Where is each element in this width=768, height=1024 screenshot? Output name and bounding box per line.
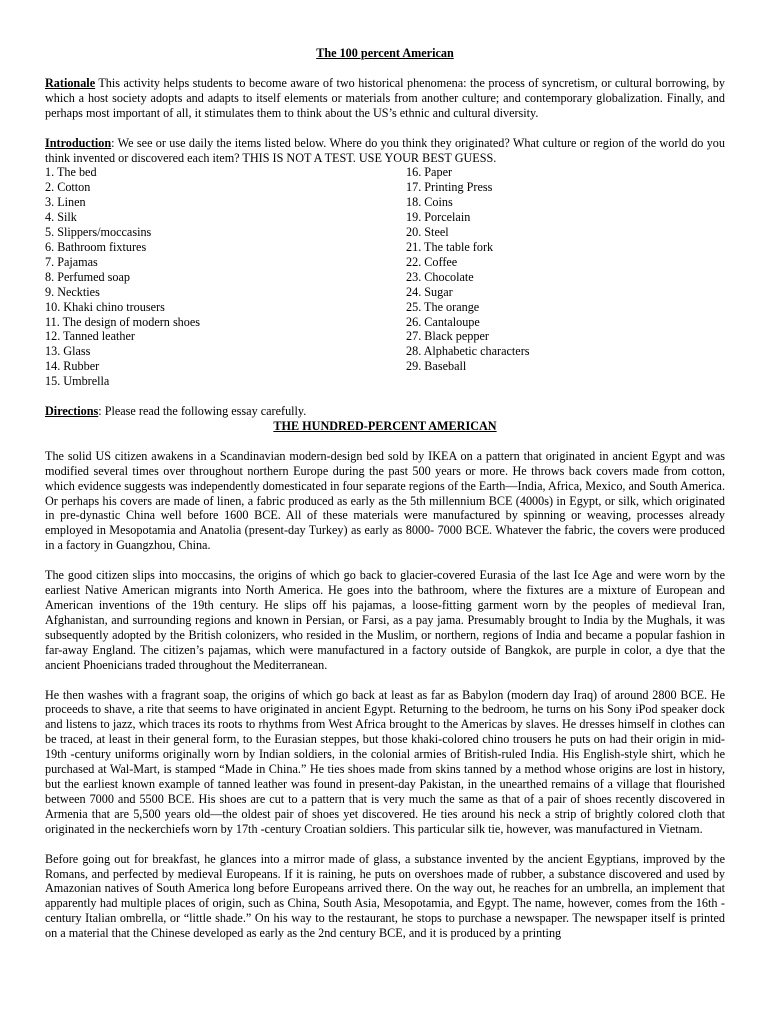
- rationale-label: Rationale: [45, 75, 96, 90]
- list-item: 12. Tanned leather: [45, 329, 135, 344]
- essay-paragraph: The good citizen slips into moccasins, the origins of which go back to glacier-covered Eurasia of the last Ice Age and were worn by the earliest Native American migrants into North America. He goes into the bathroom, where the fixtures are a mixture of European and American inventions of the 19th century. He slips off his pajamas, a loose-fitting garment worn by the peoples of medieval Iran, Afghanistan, and surrounding regions and known in Persian, or Farsi, as a pay jama. Presumably brought to India by the Mughals, it was subsequently adopted by the British colonizers, who resided in the Muslim, or northern, regions of India and became a popular fashion in far-away England. The citizen’s pajamas, which were manufactured in a factory outside of Bangkok, are purple in color, a dye that the ancient Phoenicians traded throughout the Mediterranean.: [45, 568, 725, 672]
- list-item: 5. Slippers/moccasins: [45, 225, 152, 240]
- list-item: 28. Alphabetic characters: [406, 344, 530, 359]
- directions-paragraph: [45, 404, 725, 419]
- list-item: 27. Black pepper: [406, 329, 489, 344]
- list-item: 18. Coins: [406, 195, 453, 210]
- list-item: 29. Baseball: [406, 359, 467, 374]
- list-item: 26. Cantaloupe: [406, 314, 480, 329]
- list-item: 21. The table fork: [406, 239, 494, 254]
- list-item: 8. Perfumed soap: [45, 269, 130, 284]
- items-list: [45, 165, 725, 389]
- introduction-label: Introduction: [45, 135, 112, 150]
- essay-body: [45, 449, 725, 941]
- items-column-left: [45, 165, 406, 389]
- rationale-text: This activity helps students to become aware of two historical phenomena: the process of syncretism, or cultural borrowing, by which a host society adopts and adapts to itself elements or materials from another culture; and contemporary globalization. Finally, and perhaps most important of all, it stimulates them to think about the US’s ethnic and cultural diversity.: [45, 75, 725, 120]
- list-item: 17. Printing Press: [406, 180, 493, 195]
- list-item: 19. Porcelain: [406, 210, 471, 225]
- essay-paragraph: The solid US citizen awakens in a Scandinavian modern-design bed sold by IKEA on a pattern that originated in ancient Egypt and was modified several times over throughout northern Europe during the past 500 years or more. He throws back covers made from cotton, which evidence suggests was independently domesticated in four separate regions of the Earth—India, Africa, Mexico, and South America. Or perhaps his covers are made of linen, a fabric produced as early as the 5th millennium BCE (4000s) in Egypt, or silk, which originated in pre-dynastic China well before 1600 BCE. All of these materials were manufactured by spinning or weaving, processes already employed in Mesopotamia and Anatolia (present-day Turkey) as early as 8000- 7000 BCE. Whatever the fabric, the covers were produced in a factory in Guangzhou, China.: [45, 448, 725, 553]
- rationale-paragraph: [45, 76, 725, 121]
- list-item: 11. The design of modern shoes: [45, 314, 201, 329]
- list-item: 15. Umbrella: [45, 374, 110, 389]
- introduction-text: : We see or use daily the items listed below. Where do you think they originated? What culture or region of the world do you think invented or discovered each item? THIS IS NOT A TEST. USE YOUR BEST GUESS.: [45, 135, 725, 165]
- items-column-right: [406, 165, 725, 389]
- list-item: 16. Paper: [406, 165, 453, 180]
- list-item: 3. Linen: [45, 195, 86, 210]
- list-item: 7. Pajamas: [45, 254, 98, 269]
- essay-paragraph: Before going out for breakfast, he glances into a mirror made of glass, a substance invented by the ancient Egyptians, improved by the Romans, and perfected by medieval Europeans. If it is raining, he puts on overshoes made of rubber, a substance discovered and used by Amazonian natives of South America long before Europeans arrived there. On the way out, he reaches for an umbrella, an implement that apparently had multiple places of origin, such as China, South Asia, Mesopotamia, and Egypt. The name, however, comes from the 16th -century Italian ombrella, or “little shade.” On his way to the restaurant, he stops to purchase a newspaper. The newspaper itself is printed on a material that the Chinese developed as early as the 2nd century BCE, and it is produced by a printing: [45, 851, 725, 941]
- document-page: [45, 46, 725, 941]
- list-item: 2. Cotton: [45, 180, 91, 195]
- essay-title: THE HUNDRED-PERCENT AMERICAN: [273, 418, 497, 433]
- list-item: 6. Bathroom fixtures: [45, 239, 147, 254]
- list-item: 9. Neckties: [45, 284, 100, 299]
- directions-label: Directions: [45, 404, 99, 419]
- list-item: 1. The bed: [45, 165, 97, 180]
- directions-text: : Please read the following essay carefully.: [98, 404, 307, 419]
- list-item: 25. The orange: [406, 299, 480, 314]
- list-item: 10. Khaki chino trousers: [45, 299, 165, 314]
- document-title: The 100 percent American: [316, 46, 454, 60]
- list-item: 20. Steel: [406, 225, 449, 240]
- list-item: 4. Silk: [45, 210, 77, 225]
- list-item: 14. Rubber: [45, 359, 100, 374]
- list-item: 22. Coffee: [406, 254, 458, 269]
- essay-paragraph: He then washes with a fragrant soap, the origins of which go back at least as far as Babylon (modern day Iraq) of around 2800 BCE. He proceeds to shave, a rite that seems to have originated in ancient Egypt. Returning to the bedroom, he turns on his Sony iPod speaker dock and listens to jazz, which traces its roots to rhythms from West Africa brought to the Americas by slaves. He dresses himself in clothes can be traced, at least in their general form, to the Eurasian steppes, but those khaki-colored chino trousers he puts on had their origin in mid- 19th -century uniforms originally worn by Indian soldiers, in the colonial armies of British-ruled India. His English-style shirt, which he purchased at Wal-Mart, is stamped “Made in China.” He ties shoes made from skins tanned by a method whose origins are lost in history, but the earliest known example of tanned leather was found in present-day Pakistan, in the unearthed remains of a village that flourished between 7000 and 5500 BCE. His shoes are cut to a pattern that is very much the same as that of a pair of shoes recently discovered in Armenia that are 5,500 years old—the oldest pair of shoes yet discovered. He ties around his neck a strip of brightly colored cloth that originated in the neckerchiefs worn by 17th -century Croatian soldiers. This particular silk tie, however, was manufactured in Vietnam.: [45, 687, 725, 836]
- introduction-paragraph: [45, 136, 725, 166]
- list-item: 24. Sugar: [406, 284, 453, 299]
- list-item: 13. Glass: [45, 344, 91, 359]
- list-item: 23. Chocolate: [406, 269, 474, 284]
